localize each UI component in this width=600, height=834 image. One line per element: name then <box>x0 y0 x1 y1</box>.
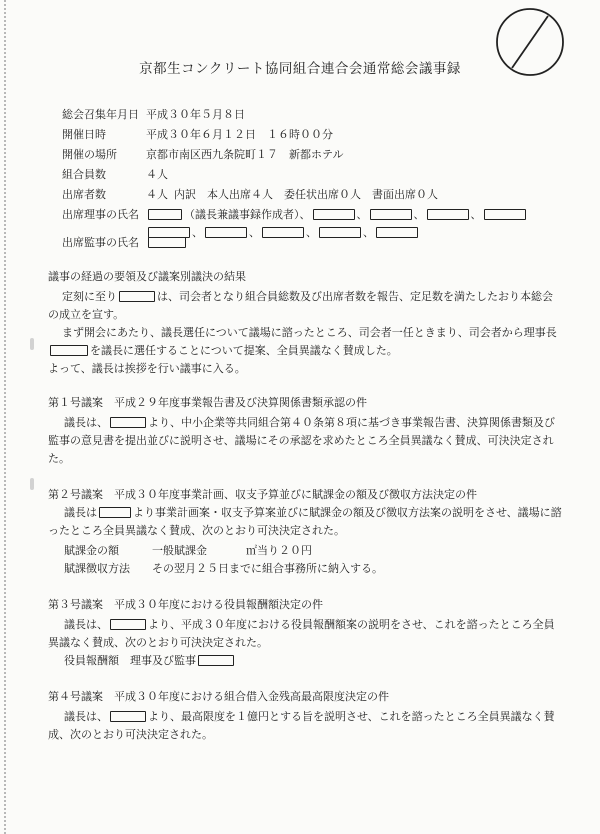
item1-line1 <box>64 416 555 430</box>
member-count-label: 組合員数 <box>62 168 106 181</box>
redacted-name-box <box>262 227 304 238</box>
text-span: より、中小企業等共同組合第４０条第８項に基づき事業報告書、決算関係書類及び <box>148 416 555 429</box>
item4-line2: 成、次のとおり可決決定された。 <box>48 728 213 741</box>
directors-label: 出席理事の氏名 <box>62 208 139 221</box>
proceedings-paragraph-2-cont <box>48 344 398 358</box>
item3-line2: 異議なく賛成、次のとおり可決決定された。 <box>48 636 268 649</box>
redacted-name-box <box>376 227 418 238</box>
item2-title: 第２号議案 平成３０年度事業計画、収支予算並びに賦課金の額及び徴収方法決定の件 <box>48 488 477 501</box>
fee-type: 一般賦課金 <box>152 544 207 557</box>
item2-line2: ったところ全員異議なく賛成、次のとおり可決決定された。 <box>48 524 345 537</box>
officer-pay-value <box>130 654 236 668</box>
collection-method-value: その翌月２５日までに組合事務所に納入する。 <box>152 562 383 575</box>
redacted-name-box <box>148 237 186 248</box>
auditor-name <box>146 236 188 250</box>
redacted-name-box <box>370 209 412 220</box>
item3-title: 第３号議案 平成３０年度における役員報酬額決定の件 <box>48 598 323 611</box>
proceedings-paragraph-3: よって、議長は挨拶を行い議事に入る。 <box>48 362 246 375</box>
item2-line1 <box>64 506 562 520</box>
meeting-place-label: 開催の場所 <box>62 148 117 161</box>
meeting-place-value: 京都市南区西九条院町１７ 新都ホテル <box>146 148 344 161</box>
redacted-name-box <box>205 227 247 238</box>
collection-method-label: 賦課徴収方法 <box>64 562 130 575</box>
directors-note: （議長兼議事録作成者）、 <box>184 208 311 221</box>
officer-pay-label: 役員報酬額 <box>64 654 119 667</box>
meeting-date-value: 平成３０年６月１２日 １６時００分 <box>146 128 333 141</box>
fee-value: ㎡当り２０円 <box>246 544 312 557</box>
redacted-name-box <box>148 209 182 220</box>
punch-hole-mark <box>30 338 34 350</box>
redacted-name-box <box>313 209 355 220</box>
text-span: 議長は、 <box>64 416 108 429</box>
directors-names-line2: 、 、 、 、 <box>146 226 420 240</box>
text-span: 定刻に至り <box>62 290 117 303</box>
proceedings-paragraph-1 <box>62 290 553 304</box>
item1-line3: た。 <box>48 452 70 465</box>
document-title: 京都生コンクリート協同組合連合会通常総会議事録 <box>139 61 461 77</box>
member-count-value: ４人 <box>146 168 168 181</box>
redacted-name-box <box>427 209 469 220</box>
proceedings-heading: 議事の経過の要領及び議案別議決の結果 <box>48 270 246 283</box>
redacted-name-box <box>319 227 361 238</box>
text-span: 議長は、 <box>64 710 108 723</box>
redacted-name-box <box>110 711 146 722</box>
item1-line2: 監事の意見書を提出並びに説明させ、議場にその承認を求めたところ全員異議なく賛成、可決決定され <box>48 434 554 447</box>
text-span: 理事及び監事 <box>130 654 196 667</box>
attendee-count-value: ４人 <box>146 188 168 201</box>
redacted-name-box <box>50 345 88 356</box>
redacted-name-box <box>484 209 526 220</box>
item4-line1 <box>64 710 555 724</box>
directors-names: （議長兼議事録作成者）、 、 、 、 <box>146 208 528 222</box>
text-span: より、平成３０年度における役員報酬額案の説明をさせ、これを諮ったところ全員 <box>148 618 555 631</box>
left-margin-dotted-line <box>4 0 8 834</box>
fee-label: 賦課金の額 <box>64 544 119 557</box>
proceedings-paragraph-2: まず開会にあたり、議長選任について議場に諮ったところ、司会者一任ときまり、司会者から理事長 <box>62 326 557 339</box>
item3-line1 <box>64 618 555 632</box>
meeting-date-label: 開催日時 <box>62 128 106 141</box>
attendee-count-label: 出席者数 <box>62 188 106 201</box>
punch-hole-mark <box>30 478 34 490</box>
text-span: 議長は <box>64 506 97 519</box>
redacted-name-box <box>110 417 146 428</box>
redacted-name-box <box>110 619 146 630</box>
text-span: は、司会者となり組合員総数及び出席者数を報告、定足数を満たしたおり本総会 <box>157 290 553 303</box>
proceedings-paragraph-1-cont: の成立を宣す。 <box>48 308 125 321</box>
text-span: より事業計画案・収支予算案並びに賦課金の額及び徴収方法案の説明をさせ、議場に諮 <box>133 506 562 519</box>
text-span: を議長に選任することについて提案、全員異議なく賛成した。 <box>90 344 398 357</box>
redacted-name-box <box>119 291 155 302</box>
item1-title: 第１号議案 平成２９年度事業報告書及び決算関係書類承認の件 <box>48 396 367 409</box>
redacted-amount-box <box>198 655 234 666</box>
item4-title: 第４号議案 平成３０年度における組合借入金残高最高限度決定の件 <box>48 690 389 703</box>
convocation-date-label: 総会召集年月日 <box>62 108 139 121</box>
convocation-date-value: 平成３０年５月８日 <box>146 108 245 121</box>
redacted-name-box <box>99 507 131 518</box>
text-span: 議長は、 <box>64 618 108 631</box>
auditor-label: 出席監事の氏名 <box>62 236 139 249</box>
attendee-breakdown: 内訳 本人出席４人 委任状出席０人 書面出席０人 <box>174 188 438 201</box>
text-span: より、最高限度を１億円とする旨を説明させ、これを諮ったところ全員異議なく賛 <box>148 710 555 723</box>
